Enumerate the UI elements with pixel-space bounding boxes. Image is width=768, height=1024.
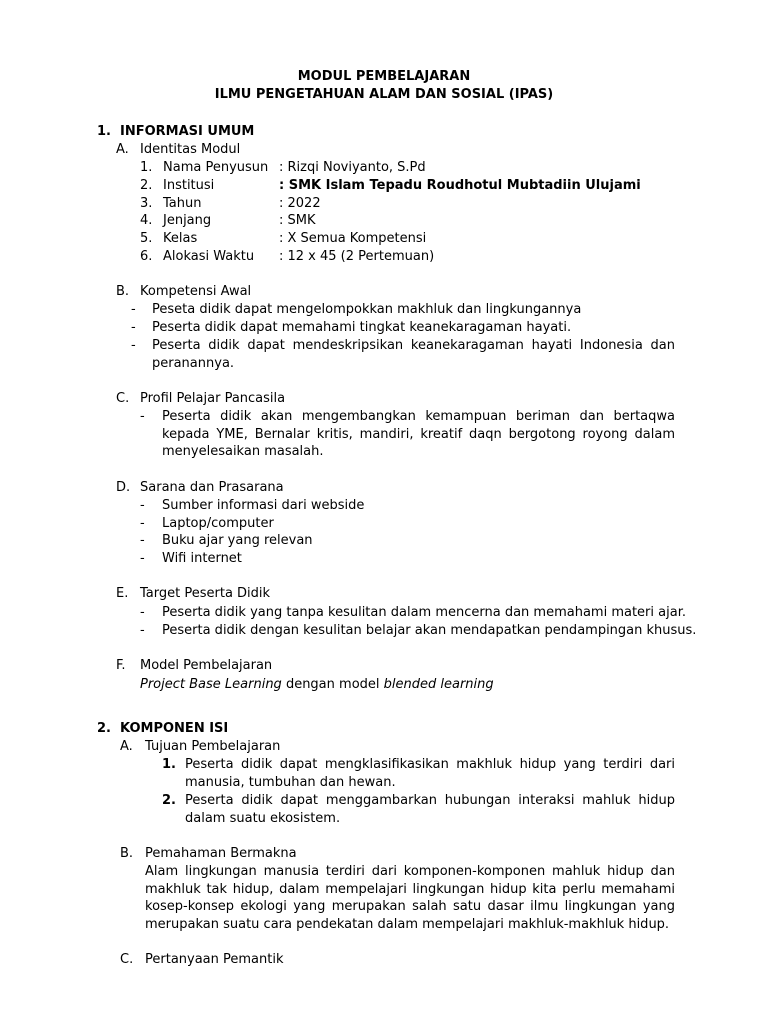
bullet-dash: - bbox=[140, 623, 145, 638]
subsection-d-letter: D. bbox=[116, 480, 131, 495]
subsection-f-title: Model Pembelajaran bbox=[140, 658, 273, 673]
identity-num-5: 5. bbox=[140, 231, 153, 246]
identity-label-4: Jenjang bbox=[163, 213, 212, 228]
bullet-dash: - bbox=[140, 533, 145, 548]
identity-value-3: : 2022 bbox=[279, 196, 321, 211]
bullet-dash: - bbox=[131, 338, 136, 353]
bullet-dash: - bbox=[140, 409, 145, 424]
profil-item-1: Peserta didik akan mengembangkan kemampuan beriman dan bertaqwa kepada YME, Bernalar kritis, mandiri, kreatif daqn bergotong royong dalam menyelesaikan masalah. bbox=[162, 409, 675, 460]
subsection-2b-title: Pemahaman Bermakna bbox=[145, 846, 297, 861]
model-connector: dengan model bbox=[281, 677, 384, 692]
section-2-title: KOMPONEN ISI bbox=[120, 721, 229, 736]
subsection-e-title: Target Peserta Didik bbox=[140, 586, 271, 601]
target-item-2: Peserta didik dengan kesulitan belajar akan mendapatkan pendampingan khusus. bbox=[162, 623, 697, 638]
title-line-1: MODUL PEMBELAJARAN bbox=[297, 69, 471, 84]
bullet-dash: - bbox=[140, 551, 145, 566]
target-item-1: Peserta didik yang tanpa kesulitan dalam mencerna dan memahami materi ajar. bbox=[162, 605, 686, 620]
identity-value-5: : X Semua Kompetensi bbox=[279, 231, 427, 246]
subsection-b-title: Kompetensi Awal bbox=[140, 284, 252, 299]
section-2-number: 2. bbox=[97, 721, 111, 736]
bullet-dash: - bbox=[140, 498, 145, 513]
subsection-2a-letter: A. bbox=[120, 739, 133, 754]
identity-num-2: 2. bbox=[140, 178, 153, 193]
tujuan-num-2: 2. bbox=[162, 793, 176, 808]
identity-label-5: Kelas bbox=[163, 231, 198, 246]
bullet-dash: - bbox=[131, 320, 136, 335]
section-1-number: 1. bbox=[97, 124, 111, 139]
identity-value-1: : Rizqi Noviyanto, S.Pd bbox=[279, 160, 426, 175]
subsection-a-title: Identitas Modul bbox=[140, 142, 241, 157]
model-description bbox=[140, 676, 494, 694]
identity-num-3: 3. bbox=[140, 196, 153, 211]
subsection-a-letter: A. bbox=[116, 142, 129, 157]
kompetensi-item-2: Peserta didik dapat memahami tingkat keanekaragaman hayati. bbox=[152, 320, 572, 335]
identity-value-6: : 12 x 45 (2 Pertemuan) bbox=[279, 249, 435, 264]
subsection-2c-title: Pertanyaan Pemantik bbox=[145, 952, 284, 967]
kompetensi-item-1: Peseta didik dapat mengelompokkan makhluk dan lingkungannya bbox=[152, 302, 582, 317]
subsection-c-title: Profil Pelajar Pancasila bbox=[140, 391, 286, 406]
tujuan-num-1: 1. bbox=[162, 757, 176, 772]
model-name: Project Base Learning bbox=[140, 677, 282, 692]
tujuan-item-1: Peserta didik dapat mengklasifikasikan makhluk hidup yang terdiri dari manusia, tumbuhan dan hewan. bbox=[185, 757, 675, 790]
sarana-item-4: Wifi internet bbox=[162, 551, 242, 566]
identity-num-1: 1. bbox=[140, 160, 153, 175]
identity-label-6: Alokasi Waktu bbox=[163, 249, 255, 264]
identity-label-2: Institusi bbox=[163, 178, 215, 193]
bullet-dash: - bbox=[140, 605, 145, 620]
subsection-d-title: Sarana dan Prasarana bbox=[140, 480, 284, 495]
subsection-c-letter: C. bbox=[116, 391, 130, 406]
title-line-2: ILMU PENGETAHUAN ALAM DAN SOSIAL (IPAS) bbox=[214, 87, 554, 102]
pemahaman-paragraph: Alam lingkungan manusia terdiri dari komponen-komponen mahluk hidup dan makhluk tak hidup, dalam mempelajari lingkungan hidup kita perlu memahami kosep-konsep ekologi yang merupakan salah satu dasar ilmu lingkungan yang merupakan suatu cara pendekatan dalam mempelajari makhluk-makhluk hidup. bbox=[145, 864, 675, 933]
bullet-dash: - bbox=[131, 302, 136, 317]
identity-num-6: 6. bbox=[140, 249, 153, 264]
identity-value-4: : SMK bbox=[279, 213, 316, 228]
sarana-item-1: Sumber informasi dari webside bbox=[162, 498, 365, 513]
section-1-title: INFORMASI UMUM bbox=[120, 124, 255, 139]
tujuan-item-2: Peserta didik dapat menggambarkan hubungan interaksi mahluk hidup dalam suatu ekosistem. bbox=[185, 793, 675, 826]
identity-value-2: : SMK Islam Tepadu Roudhotul Mubtadiin Ulujami bbox=[279, 178, 641, 193]
subsection-2a-title: Tujuan Pembelajaran bbox=[145, 739, 281, 754]
subsection-f-letter: F. bbox=[116, 658, 126, 673]
sarana-item-2: Laptop/computer bbox=[162, 516, 274, 531]
kompetensi-item-3: Peserta didik dapat mendeskripsikan keanekaragaman hayati Indonesia dan peranannya. bbox=[152, 338, 675, 371]
bullet-dash: - bbox=[140, 516, 145, 531]
identity-num-4: 4. bbox=[140, 213, 153, 228]
subsection-b-letter: B. bbox=[116, 284, 130, 299]
subsection-2c-letter: C. bbox=[120, 952, 134, 967]
subsection-2b-letter: B. bbox=[120, 846, 134, 861]
identity-label-1: Nama Penyusun bbox=[163, 160, 269, 175]
subsection-e-letter: E. bbox=[116, 586, 129, 601]
model-variant: blended learning bbox=[383, 677, 494, 692]
identity-label-3: Tahun bbox=[163, 196, 202, 211]
sarana-item-3: Buku ajar yang relevan bbox=[162, 533, 313, 548]
